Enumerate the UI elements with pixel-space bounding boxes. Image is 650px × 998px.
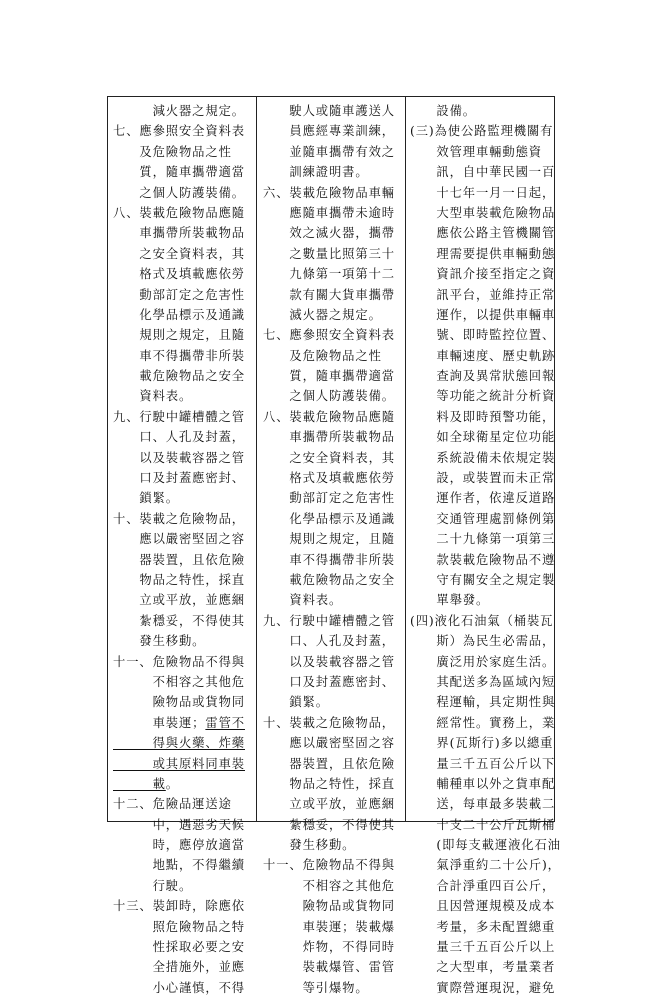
text-line xyxy=(113,427,255,447)
text-line xyxy=(410,305,556,325)
text-line xyxy=(263,550,409,570)
text-line xyxy=(410,407,556,427)
line-text: 七、應參照安全資料表 xyxy=(113,124,245,139)
line-text: 以及裝載容器之管 xyxy=(113,450,245,465)
line-text: 行駛。 xyxy=(113,878,193,893)
line-text: 口及封蓋應密封、 xyxy=(263,674,395,689)
line-text: 款有關大貨車攜帶 xyxy=(263,287,395,302)
line-text: 資料表。 xyxy=(113,389,193,404)
text-line xyxy=(113,162,255,182)
line-text: 時，應停放適當 xyxy=(113,838,245,853)
line-text: 斯）為民生必需品， xyxy=(410,634,556,649)
text-line xyxy=(263,346,409,366)
text-line xyxy=(113,672,255,692)
line-text: 格式及填載應依勞 xyxy=(263,471,395,486)
text-line xyxy=(113,631,255,651)
text-line xyxy=(263,835,409,855)
text-line xyxy=(410,774,556,794)
text-line xyxy=(410,101,553,121)
line-text: 效管理車輛動態資 xyxy=(410,144,542,159)
text-line xyxy=(263,386,409,406)
text-line xyxy=(410,162,556,182)
text-line xyxy=(410,733,553,753)
line-text: 氣淨重約二十公斤)， xyxy=(410,858,561,873)
line-text: 系統設備未依規定裝 xyxy=(410,450,556,465)
line-text: (四)液化石油氣（桶裝瓦 xyxy=(410,613,554,628)
line-text: 應依公路主管機關管 xyxy=(410,226,556,241)
text-line xyxy=(263,978,409,998)
text-line xyxy=(263,937,409,957)
line-text: 質，隨車攜帶適當 xyxy=(263,369,395,384)
line-text: 中，遇惡劣天候 xyxy=(113,817,245,832)
line-text: 訊平台，並維持正常 xyxy=(410,287,556,302)
text-line xyxy=(113,285,255,305)
line-text: 規則之規定，且隨 xyxy=(113,328,245,343)
line-text: (三)為使公路監理機關有 xyxy=(410,124,554,139)
text-line xyxy=(113,590,255,610)
line-text: 物品之特性，採直 xyxy=(113,572,245,587)
line-text: 車攜帶所裝載物品 xyxy=(263,430,395,445)
line-text: 口、人孔及封蓋， xyxy=(113,430,245,445)
text-line xyxy=(113,264,255,284)
text-line xyxy=(263,733,409,753)
line-text: 車不得攜帶非所裝 xyxy=(263,552,395,567)
line-text: 經常性。實務上，業 xyxy=(410,715,556,730)
line-text: 裝載爆管、雷管 xyxy=(263,960,395,975)
text-line xyxy=(410,468,556,488)
line-text: 之個人防護裝備。 xyxy=(263,389,395,404)
line-text: 立或平放，並應綑 xyxy=(113,593,245,608)
line-text: 車裝運；裝載爆 xyxy=(263,919,395,934)
text-line xyxy=(113,570,255,590)
line-text: 載危險物品之安全 xyxy=(263,572,395,587)
text-line xyxy=(410,570,556,590)
line-text: 紮穩妥，不得使其 xyxy=(113,613,245,628)
line-text: 地點，不得繼續 xyxy=(113,858,245,873)
text-line xyxy=(410,183,556,203)
line-text: 如全球衛星定位功能 xyxy=(410,430,556,445)
text-line xyxy=(410,590,553,610)
text-line xyxy=(263,203,409,223)
line-text: 及危險物品之性 xyxy=(113,144,232,159)
text-line xyxy=(410,937,556,957)
text-line xyxy=(410,672,556,692)
line-text: 訊，自中華民國一百 xyxy=(410,165,556,180)
line-text: 八、裝載危險物品應隨 xyxy=(263,409,395,424)
line-text: 等功能之統計分析資 xyxy=(410,389,556,404)
line-text: 等引爆物。 xyxy=(263,980,369,995)
line-text: 之安全資料表，其 xyxy=(263,450,395,465)
text-line xyxy=(410,244,556,264)
line-text: 考量，多未配置總重 xyxy=(410,919,556,934)
text-line xyxy=(113,407,255,427)
line-text: 十一、危險物品不得與 xyxy=(263,858,395,873)
text-line xyxy=(113,244,255,264)
text-line xyxy=(410,957,556,977)
line-text: 效之滅火器，攜帶 xyxy=(263,226,395,241)
text-line xyxy=(113,550,255,570)
text-line xyxy=(263,876,409,896)
line-text: 規則之規定，且隨 xyxy=(263,532,395,547)
amended-text-column xyxy=(113,101,255,998)
current-text-column xyxy=(263,101,409,998)
text-line xyxy=(263,264,409,284)
underlined-text: 雷管不 xyxy=(205,715,245,730)
line-text: 其配送多為區域內短 xyxy=(410,674,556,689)
text-line xyxy=(113,855,255,875)
text-line xyxy=(113,488,255,508)
text-line xyxy=(113,305,255,325)
line-text: 格式及填載應依勞 xyxy=(113,267,245,282)
text-line xyxy=(263,713,409,733)
line-text: 之數量比照第三十 xyxy=(263,246,395,261)
line-text: 量三千五百公斤以下 xyxy=(410,756,556,771)
line-text: 發生移動。 xyxy=(113,634,206,649)
text-line xyxy=(410,121,553,141)
text-line xyxy=(113,183,255,203)
text-line xyxy=(113,937,255,957)
line-text: 單舉發。 xyxy=(410,593,490,608)
line-text: 員應經專業訓練， xyxy=(263,124,395,139)
text-line xyxy=(113,835,255,855)
text-line xyxy=(113,611,255,631)
text-line xyxy=(113,223,255,243)
text-line xyxy=(263,794,409,814)
line-text: 九條第一項第十二 xyxy=(263,267,395,282)
text-line xyxy=(113,917,255,937)
text-line xyxy=(113,733,255,753)
line-text: 應以嚴密堅固之容 xyxy=(263,736,395,751)
line-text: 車輛速度、歷史軌跡 xyxy=(410,348,556,363)
line-text: 口、人孔及封蓋， xyxy=(263,634,395,649)
line-text: 十支二十公斤瓦斯桶 xyxy=(410,817,556,832)
text-line xyxy=(410,855,561,875)
line-text: 滅火器之規定。 xyxy=(263,307,382,322)
text-line xyxy=(113,978,255,998)
text-line xyxy=(410,631,556,651)
line-text: 送，每車最多裝載二 xyxy=(410,797,556,812)
text-line xyxy=(410,488,556,508)
text-line xyxy=(410,896,556,916)
text-line xyxy=(113,774,255,794)
text-line xyxy=(113,876,255,896)
line-text: 之個人防護裝備。 xyxy=(113,185,245,200)
text-line xyxy=(410,550,556,570)
text-line xyxy=(410,142,553,162)
text-line xyxy=(410,652,556,672)
line-text: 量三千五百公斤以上 xyxy=(410,940,556,955)
text-line xyxy=(113,896,255,916)
text-line xyxy=(113,366,255,386)
text-line xyxy=(410,366,556,386)
text-line xyxy=(263,509,409,529)
line-text: 理需要提供車輛動態 xyxy=(410,246,556,261)
text-line xyxy=(263,590,409,610)
line-text: 立或平放，並應綑 xyxy=(263,797,395,812)
text-line xyxy=(263,366,409,386)
line-text: 七、應參照安全資料表 xyxy=(263,328,395,343)
line-text: 減火器之規定。 xyxy=(113,104,245,118)
line-text: 交通管理處罰條例第 xyxy=(410,511,556,526)
text-line xyxy=(113,754,255,774)
line-text: 八、裝載危險物品應隨 xyxy=(113,205,245,220)
line-text: 九、行駛中罐槽體之管 xyxy=(263,613,395,628)
line-text: 合計淨重四百公斤， xyxy=(410,878,556,893)
text-line xyxy=(410,203,556,223)
text-line xyxy=(113,142,255,162)
text-line xyxy=(113,386,255,406)
text-line xyxy=(263,121,409,141)
text-line xyxy=(113,468,255,488)
line-text: 並隨車攜帶有效之 xyxy=(263,144,395,159)
text-line xyxy=(263,917,409,937)
line-text: 車裝運； xyxy=(113,715,206,730)
line-text: 器裝置，且依危險 xyxy=(263,756,395,771)
line-text: 動部訂定之危害性 xyxy=(113,287,245,302)
line-text: 應以嚴密堅固之容 xyxy=(113,532,245,547)
line-text: 資料表。 xyxy=(263,593,343,608)
text-line xyxy=(263,448,409,468)
text-line xyxy=(113,692,255,712)
text-line xyxy=(113,203,255,223)
line-text: 口及封蓋應密封、 xyxy=(113,471,245,486)
line-text: 器裝置，且依危險 xyxy=(113,552,245,567)
line-text: 全措施外，並應 xyxy=(113,960,245,975)
text-line xyxy=(410,448,556,468)
underlined-text: 得與火藥、炸藥 xyxy=(113,736,245,751)
comparison-table xyxy=(107,96,561,995)
text-line xyxy=(263,957,409,977)
text-line xyxy=(410,692,556,712)
line-text: 實際營運現況，避免 xyxy=(410,980,556,995)
text-line xyxy=(263,305,409,325)
text-line xyxy=(263,183,409,203)
text-line xyxy=(263,611,409,631)
text-line xyxy=(113,794,255,814)
text-line xyxy=(263,774,409,794)
text-line xyxy=(263,529,409,549)
line-text: 界(瓦斯行)多以總重 xyxy=(410,736,554,751)
text-line xyxy=(113,957,255,977)
line-text: 發生移動。 xyxy=(263,838,356,853)
text-line xyxy=(263,101,409,121)
text-line xyxy=(113,325,255,345)
line-text: 駛人或隨車護送人 xyxy=(263,104,395,118)
line-text: 二十九條第一項第三 xyxy=(410,532,556,547)
line-text: 化學品標示及通識 xyxy=(263,511,395,526)
line-text: 車攜帶所裝載物品 xyxy=(113,226,245,241)
underlined-text: 或其原料同車裝 xyxy=(113,756,245,771)
explanation-column xyxy=(410,101,561,998)
line-text: 之大型車，考量業者 xyxy=(410,960,556,975)
line-text: 訓練證明書。 xyxy=(263,165,369,180)
text-line xyxy=(113,101,255,121)
text-line xyxy=(113,529,255,549)
text-line xyxy=(410,529,556,549)
line-text: 輔種車以外之貨車配 xyxy=(410,776,556,791)
text-line xyxy=(410,285,556,305)
line-text: 性採取必要之安 xyxy=(113,940,245,955)
line-text: 十三、裝卸時，除應依 xyxy=(113,899,245,914)
line-text: 十二、危險品運送途 xyxy=(113,797,232,812)
line-text: 之安全資料表，其 xyxy=(113,246,245,261)
line-text: 化學品標示及通識 xyxy=(113,307,245,322)
text-line xyxy=(410,754,556,774)
line-text: 程運輸，具定期性與 xyxy=(410,695,556,710)
text-line xyxy=(113,448,255,468)
text-line xyxy=(410,386,556,406)
line-text-tail: 。 xyxy=(165,776,179,791)
text-line xyxy=(113,713,255,733)
text-line xyxy=(263,855,409,875)
line-text: 鎖緊。 xyxy=(113,491,179,506)
line-text: (即每支載運液化石油 xyxy=(410,838,561,853)
line-text: 應隨車攜帶未逾時 xyxy=(263,205,395,220)
text-line xyxy=(410,835,561,855)
line-text: 動部訂定之危害性 xyxy=(263,491,395,506)
text-line xyxy=(113,815,255,835)
line-text: 照危險物品之特 xyxy=(113,919,245,934)
text-line xyxy=(410,978,556,998)
line-text: 資訊介接至指定之資 xyxy=(410,267,556,282)
line-text: 運作者，依違反道路 xyxy=(410,491,556,506)
line-text: 號、即時監控位置、 xyxy=(410,328,556,343)
line-text: 查詢及異常狀態回報 xyxy=(410,369,556,384)
text-line xyxy=(263,244,409,264)
line-text: 險物品或貨物同 xyxy=(263,899,395,914)
text-line xyxy=(263,652,409,672)
underlined-text: 載 xyxy=(113,776,166,791)
line-text: 設，或裝置而未正常 xyxy=(410,471,556,486)
column-divider xyxy=(256,97,257,821)
line-text: 小心謹慎，不得 xyxy=(113,980,245,995)
line-text: 廣泛用於家庭生活。 xyxy=(410,654,556,669)
line-text: 車不得攜帶非所裝 xyxy=(113,348,245,363)
text-line xyxy=(113,652,255,672)
text-line xyxy=(263,488,409,508)
text-line xyxy=(263,468,409,488)
line-text: 且因營運規模及成本 xyxy=(410,899,556,914)
text-line xyxy=(263,754,409,774)
text-line xyxy=(263,896,409,916)
text-line xyxy=(263,325,409,345)
line-text: 設備。 xyxy=(410,104,476,118)
line-text: 炸物，不得同時 xyxy=(263,940,395,955)
text-line xyxy=(410,611,553,631)
text-line xyxy=(263,285,409,305)
line-text: 大型車裝載危險物品 xyxy=(410,205,556,220)
text-line xyxy=(263,142,409,162)
text-line xyxy=(410,509,556,529)
line-text: 十一、危險物品不得與 xyxy=(113,654,245,669)
text-line xyxy=(410,264,556,284)
line-text: 款裝載危險物品不遵 xyxy=(410,552,556,567)
line-text: 十、裝載之危險物品， xyxy=(113,511,245,526)
text-line xyxy=(263,672,409,692)
text-line xyxy=(113,509,255,529)
line-text: 料及即時預警功能， xyxy=(410,409,556,424)
line-text: 十七年一月一日起， xyxy=(410,185,556,200)
text-line xyxy=(263,570,409,590)
line-text: 紮穩妥，不得使其 xyxy=(263,817,395,832)
text-line xyxy=(263,427,409,447)
line-text: 險物品或貨物同 xyxy=(113,695,245,710)
line-text: 質，隨車攜帶適當 xyxy=(113,165,245,180)
line-text: 九、行駛中罐槽體之管 xyxy=(113,409,245,424)
line-text: 及危險物品之性 xyxy=(263,348,382,363)
line-text: 不相容之其他危 xyxy=(263,878,395,893)
text-line xyxy=(113,346,255,366)
line-text: 不相容之其他危 xyxy=(113,674,245,689)
text-line xyxy=(113,121,255,141)
line-text: 鎖緊。 xyxy=(263,695,329,710)
text-line xyxy=(410,815,556,835)
line-text: 載危險物品之安全 xyxy=(113,369,245,384)
text-line xyxy=(410,794,556,814)
line-text: 運作，以提供車輛車 xyxy=(410,307,556,322)
text-line xyxy=(263,815,409,835)
text-line xyxy=(410,427,556,447)
text-line xyxy=(410,917,556,937)
line-text: 守有關安全之規定製 xyxy=(410,572,556,587)
text-line xyxy=(263,692,409,712)
line-text: 物品之特性，採直 xyxy=(263,776,395,791)
text-line xyxy=(263,162,409,182)
line-text: 以及裝載容器之管 xyxy=(263,654,395,669)
line-text: 六、裝載危險物品車輛 xyxy=(263,185,395,200)
text-line xyxy=(263,407,409,427)
text-line xyxy=(263,223,409,243)
text-line xyxy=(410,346,556,366)
line-text: 十、裝載之危險物品， xyxy=(263,715,395,730)
text-line xyxy=(410,713,556,733)
text-line xyxy=(263,631,409,651)
text-line xyxy=(410,325,556,345)
text-line xyxy=(410,876,556,896)
text-line xyxy=(410,223,556,243)
